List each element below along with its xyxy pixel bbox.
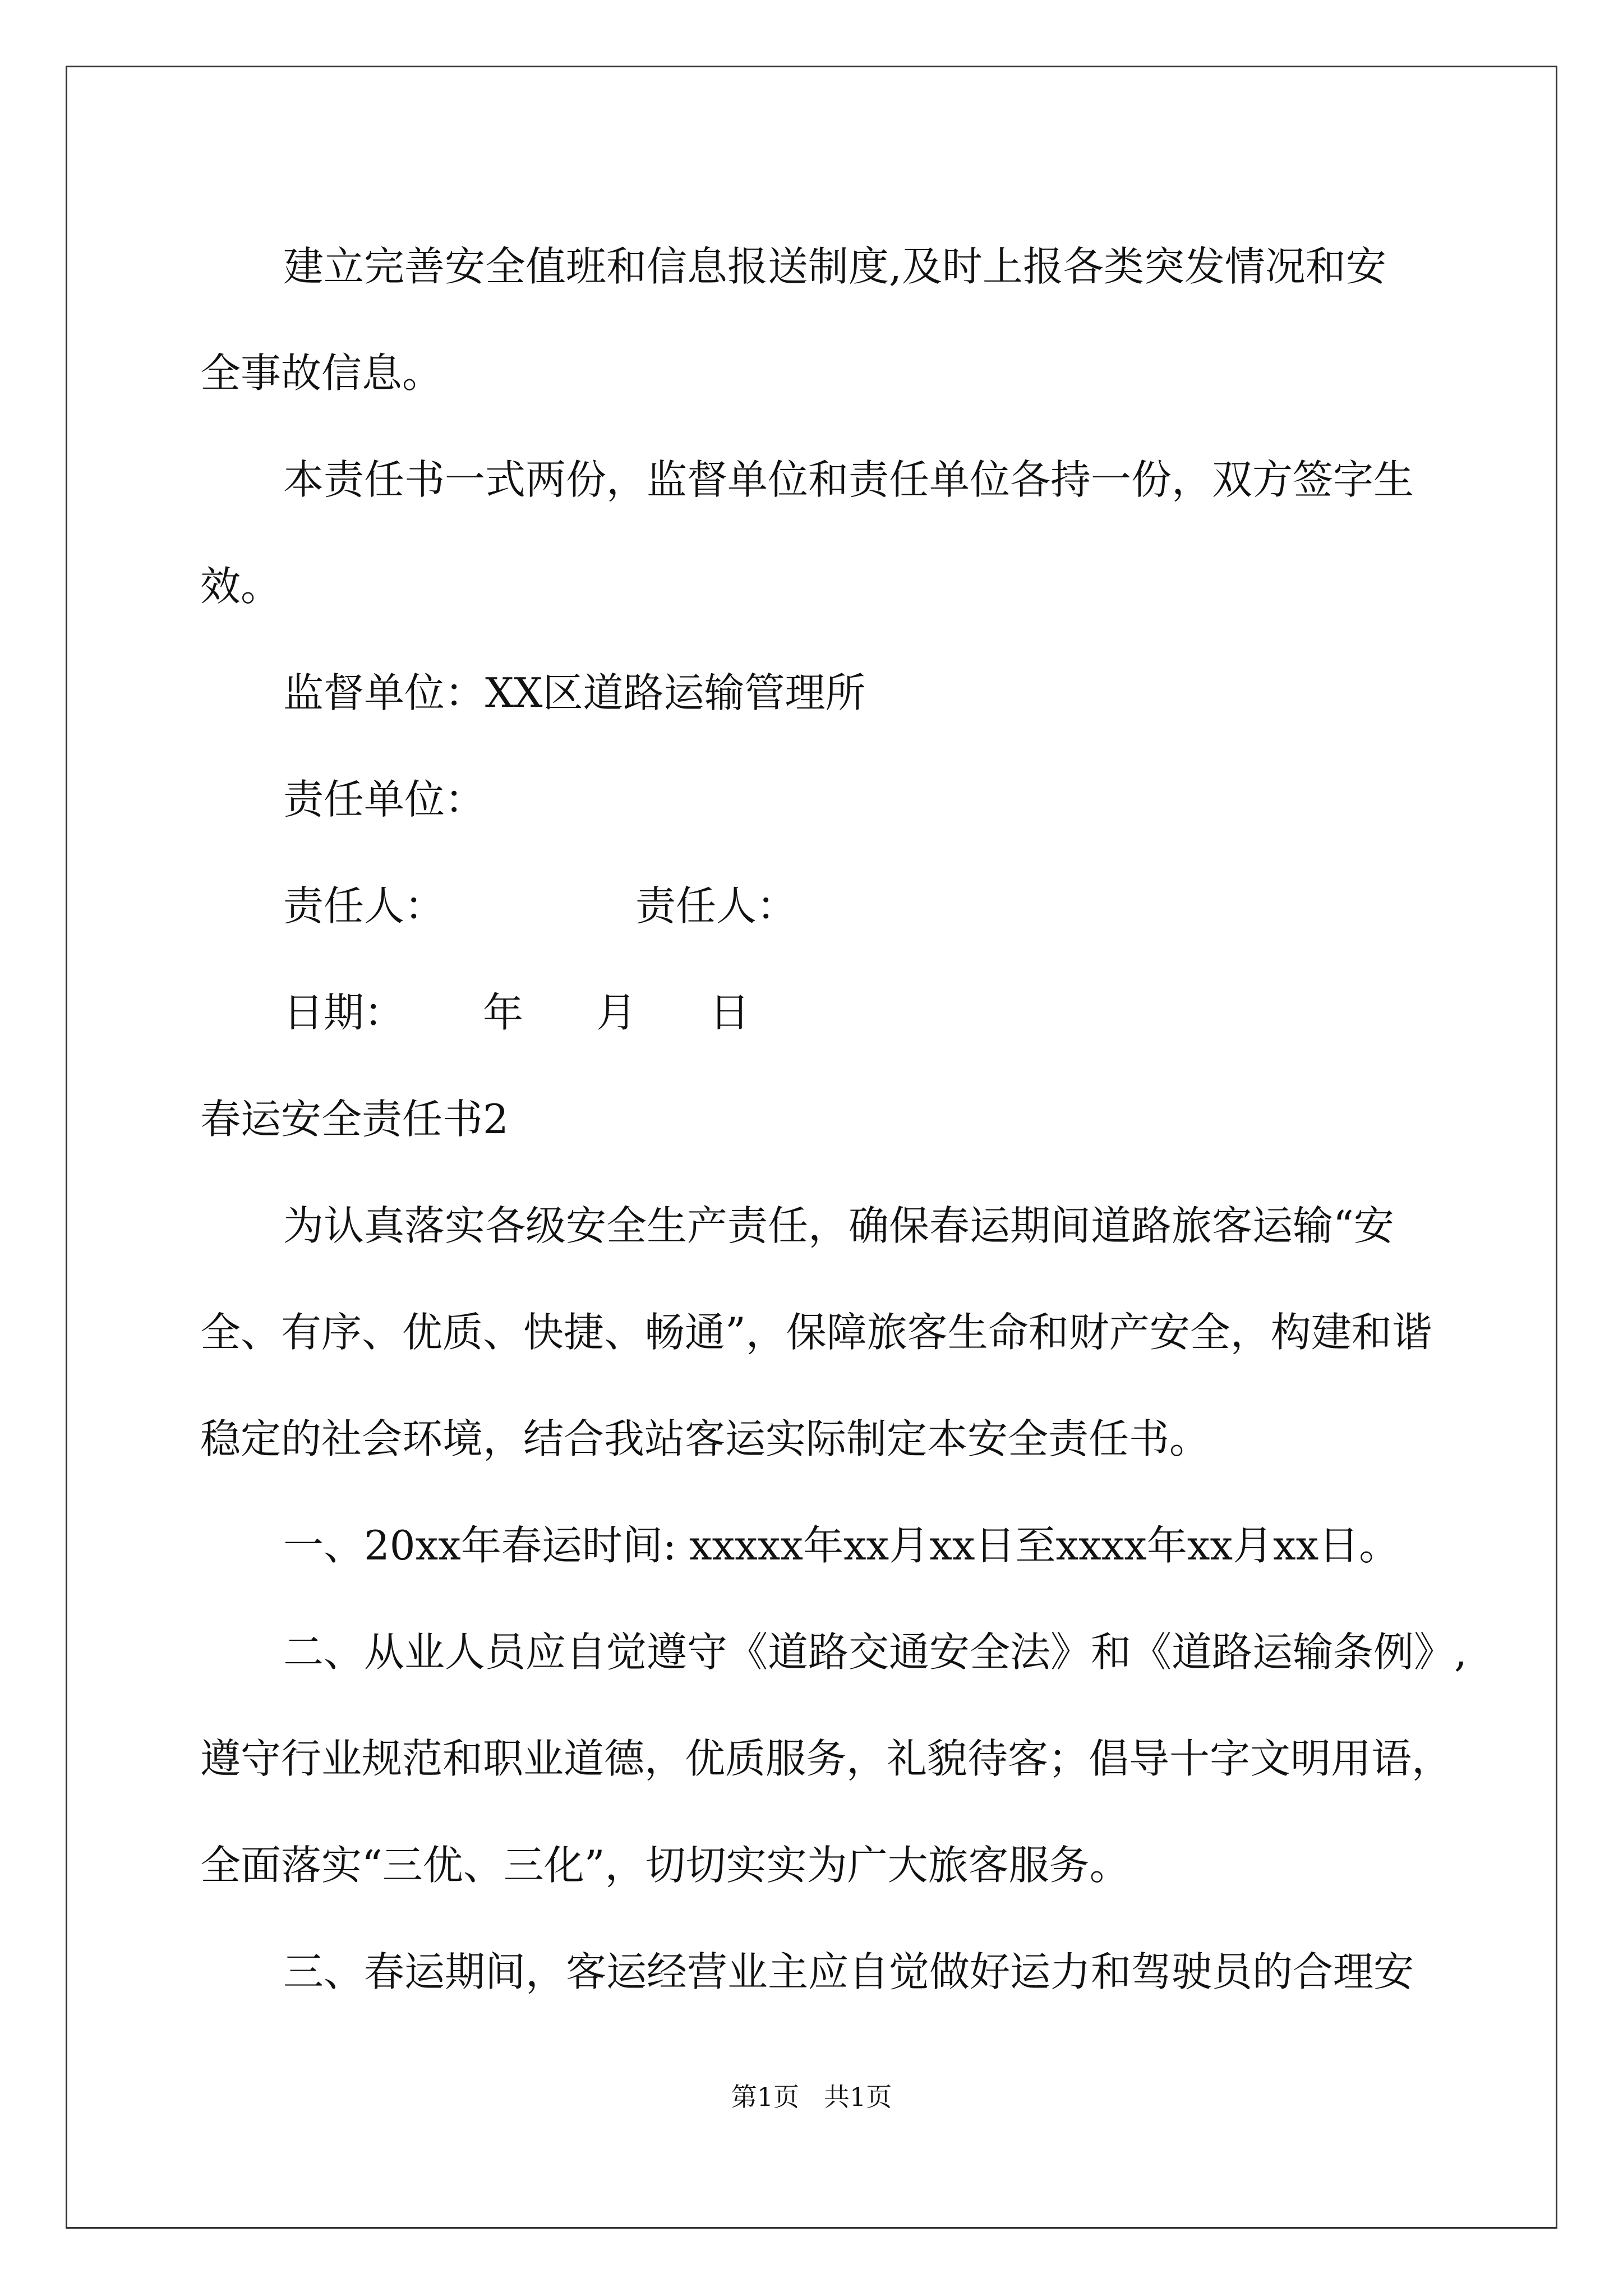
date-day: 日 xyxy=(709,989,750,1036)
paragraph-line: 本责任书一式两份，监督单位和责任单位各持一份，双方签字生 xyxy=(283,456,1414,503)
signature-right-label: 责任人： xyxy=(635,882,797,930)
body-line: 全面落实“三优、三化”，切切实实为广大旅客服务。 xyxy=(200,1842,1130,1889)
body-line: 全、有序、优质、快捷、畅通”，保障旅客生命和财产安全，构建和谐 xyxy=(200,1309,1432,1356)
date-month: 月 xyxy=(596,989,637,1036)
supervisor-unit: 监督单位：XX区道路运输管理所 xyxy=(283,669,866,716)
section-title: 春运安全责任书2 xyxy=(200,1096,509,1143)
page-total: 共1页 xyxy=(823,2082,892,2112)
signature-left-label: 责任人： xyxy=(283,882,445,930)
page-footer xyxy=(0,2080,1623,2114)
body-line: 遵守行业规范和职业道德，优质服务，礼貌待客；倡导十字文明用语， xyxy=(200,1735,1453,1782)
body-line: 二、从业人员应自觉遵守《道路交通安全法》和《道路运输条例》, xyxy=(283,1628,1467,1676)
responsible-unit: 责任单位： xyxy=(283,776,486,823)
page-number: 第1页 xyxy=(731,2082,800,2112)
signature-line xyxy=(200,853,1434,959)
body-line: 三、春运期间，客运经营业主应自觉做好运力和驾驶员的合理安 xyxy=(283,1948,1414,1995)
date-year: 年 xyxy=(483,989,524,1036)
date-label: 日期： xyxy=(283,989,405,1036)
document-body xyxy=(200,213,1467,2025)
paragraph-line: 建立完善安全值班和信息报送制度,及时上报各类突发情况和安 xyxy=(283,243,1386,290)
body-line: 为认真落实各级安全生产责任，确保春运期间道路旅客运输“安 xyxy=(283,1202,1394,1249)
date-line xyxy=(200,959,1434,1066)
paragraph-line: 效。 xyxy=(200,563,282,610)
paragraph-line: 全事故信息。 xyxy=(200,349,443,397)
body-line: 一、20xx年春运时间: xxxxx年xx月xx日至xxxx年xx月xx日。 xyxy=(283,1522,1400,1569)
body-line: 稳定的社会环境，结合我站客运实际制定本安全责任书。 xyxy=(200,1415,1210,1462)
